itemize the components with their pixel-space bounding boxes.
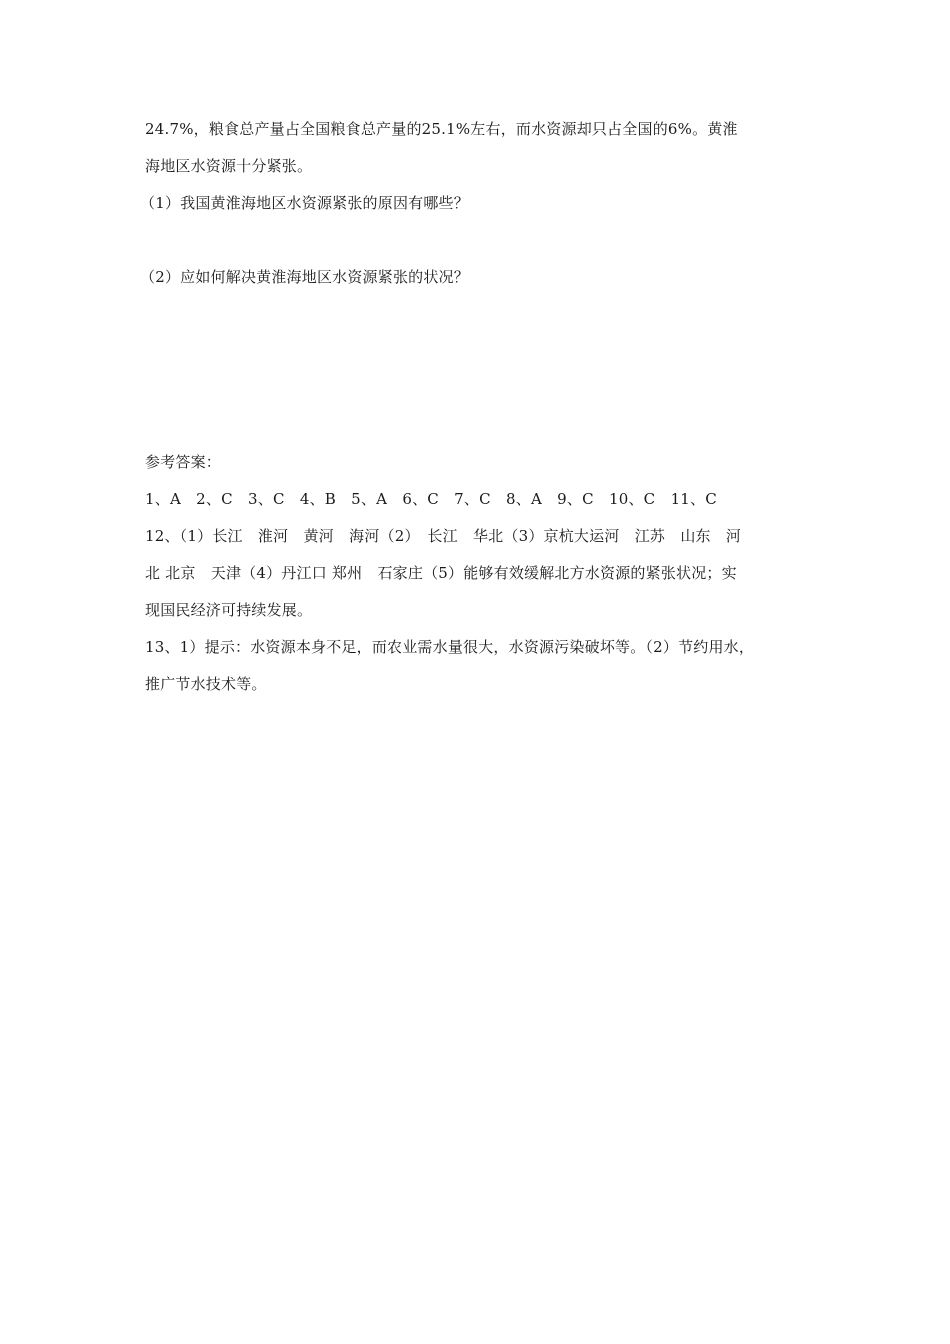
answers-line-6: 推广节水技术等。 [145, 675, 267, 693]
passage-line-1: 24.7%，粮食总产量占全国粮食总产量的25.1%左右，而水资源却只占全国的6%。黄淮 [145, 120, 738, 138]
answers-line-4: 现国民经济可持续发展。 [145, 601, 313, 619]
question-2: （2）应如何解决黄淮海地区水资源紧张的状况？ [140, 268, 469, 286]
question-1: （1）我国黄淮海地区水资源紧张的原因有哪些？ [140, 194, 469, 212]
answers-line-1: 1、A 2、C 3、C 4、B 5、A 6、C 7、C 8、A 9、C 10、C 11、C [145, 490, 717, 508]
answers-heading: 参考答案： [145, 453, 222, 471]
answers-line-3: 北 北京 天津（4）丹江口 郑州 石家庄（5）能够有效缓解北方水资源的紧张状况；实 [145, 564, 737, 582]
answers-line-2: 12、（1）长江 淮河 黄河 海河（2） 长江 华北（3）京杭大运河 江苏 山东 河 [145, 527, 742, 545]
answers-line-5: 13、1）提示：水资源本身不足，而农业需水量很大，水资源污染破坏等。（2）节约用水， [145, 638, 755, 656]
passage-line-2: 海地区水资源十分紧张。 [145, 157, 313, 175]
